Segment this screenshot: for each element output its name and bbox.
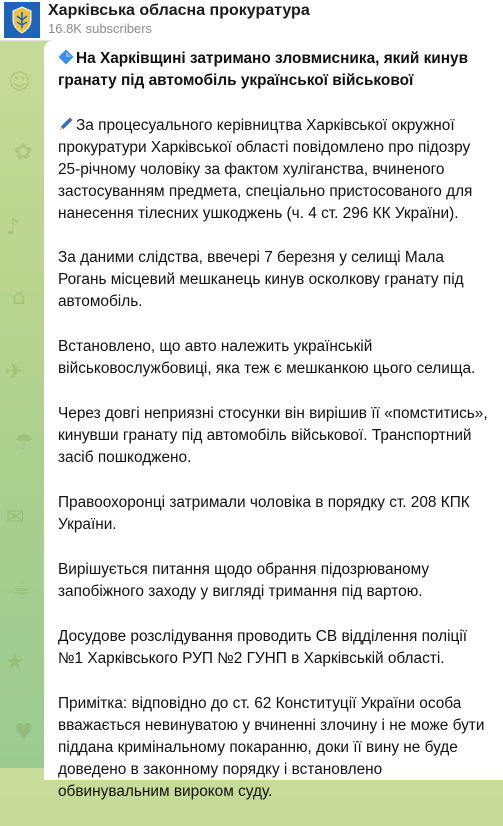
wallpaper-doodle: ☺	[8, 70, 31, 95]
post-paragraph: Вирішується питання щодо обрання підозрюваному запобіжного заходу у вигляді тримання під вартою.	[58, 561, 430, 600]
post-paragraph: За даними слідства, ввечері 7 березня у селищі Мала Рогань місцевий мешканець кинув осколкову гранату під автомобіль.	[58, 249, 464, 310]
channel-avatar[interactable]	[4, 2, 40, 38]
wallpaper-doodle: ✉	[6, 505, 25, 530]
blue-diamond-icon	[58, 49, 74, 65]
wallpaper-doodle: ★	[5, 650, 25, 675]
post-paragraph	[58, 115, 496, 225]
wallpaper-doodle: ☕	[12, 575, 32, 600]
wallpaper-doodle: ☂	[14, 430, 34, 455]
post-paragraph: Правоохоронці затримали чоловіка в порядку ст. 208 КПК України.	[58, 494, 470, 533]
wallpaper-doodle: ✈	[5, 360, 24, 385]
pen-icon	[58, 116, 74, 132]
post-headline-text: На Харківщині затримано зловмисника, який кинув гранату під автомобіль української військової	[58, 50, 469, 89]
prosecutor-emblem-icon	[4, 2, 40, 38]
post-paragraph: Примітка: відповідно до ст. 62 Конституції України особа вважається невинуватою у вчиненні злочину і не може бути піддана кримінальному покаранню, доки її вину не буде доведено в законному порядку і встановлено обвинувальним вироком суду.	[58, 695, 485, 800]
post-headline	[58, 48, 496, 92]
channel-title[interactable]: Харківська обласна прокуратура	[48, 2, 310, 19]
channel-header[interactable]	[0, 0, 503, 41]
post-paragraph: Через довгі неприязні стосунки він вирішив її «помститись», кинувши гранату під автомобіль військової. Транспортний засіб пошкоджено.	[58, 405, 488, 466]
post-paragraph: Досудове розслідування проводить СВ відділення поліції №1 Харківського РУП №2 ГУНП в Харківській області.	[58, 628, 468, 667]
wallpaper-doodle: ⌂	[12, 285, 26, 310]
post-paragraph-text: За процесуального керівництва Харківської окружної прокуратури Харківської області повідомлено про підозру 25-річному чоловіку за фактом хуліганства, вчиненого застосуванням предмета, спеціально пристосованого для нанесення тілесних ушкоджень (ч. 4 ст. 296 КК України).	[58, 117, 473, 222]
wallpaper-doodle: ♥	[14, 720, 34, 745]
subscriber-count: 16.8K subscribers	[48, 21, 153, 36]
message-text	[58, 48, 496, 826]
post-paragraph: Встановлено, що авто належить українській військовослужбовиці, яка теж є мешканкою цього селища.	[58, 338, 476, 377]
wallpaper-doodle: ♪	[6, 215, 21, 240]
wallpaper-doodle: ✿	[14, 140, 33, 165]
